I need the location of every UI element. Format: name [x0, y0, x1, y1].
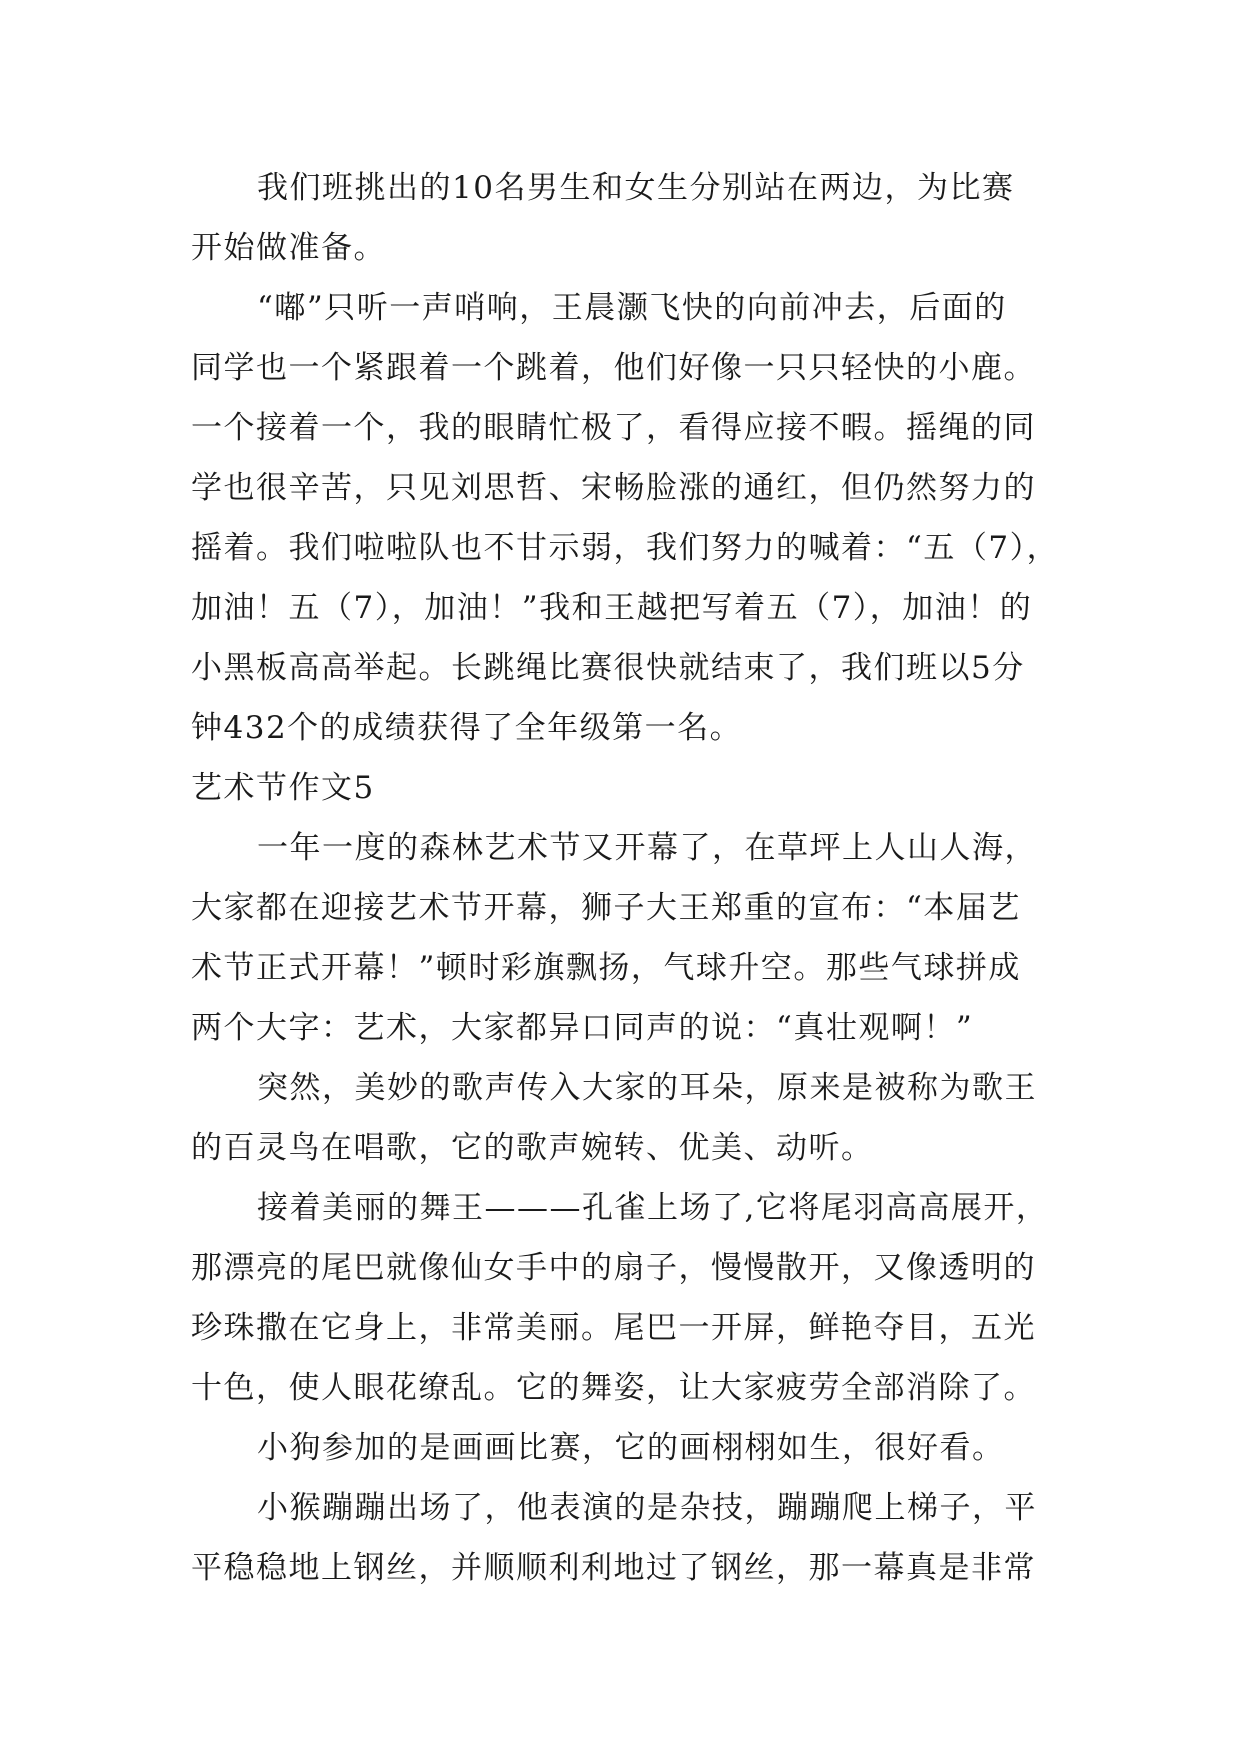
text-line: 摇着。我们啦啦队也不甘示弱，我们努力的喊着：“五（7），: [191, 530, 1060, 566]
text-line: 术节正式开幕！”顿时彩旗飘扬，气球升空。那些气球拼成: [191, 950, 1021, 986]
text-line: 突然，美妙的歌声传入大家的耳朵，原来是被称为歌王: [257, 1070, 1037, 1106]
text-line: 两个大字：艺术，大家都异口同声的说：“真壮观啊！”: [191, 1010, 974, 1046]
text-line: 小猴蹦蹦出场了，他表演的是杂技，蹦蹦爬上梯子，平: [257, 1490, 1037, 1526]
text-line: 学也很辛苦，只见刘思哲、宋畅脸涨的通红，但仍然努力的: [191, 470, 1036, 506]
text-line: 小狗参加的是画画比赛，它的画栩栩如生，很好看。: [257, 1430, 1005, 1466]
text-line: 开始做准备。: [191, 230, 386, 266]
paragraph: [191, 1178, 1051, 1418]
text-line: 小黑板高高举起。长跳绳比赛很快就结束了，我们班以5分: [191, 650, 1025, 686]
text-line: “嘟”只听一声哨响，王晨灏飞快的向前冲去，后面的: [257, 290, 1007, 326]
paragraph: [191, 1478, 1051, 1598]
section-title: 艺术节作文5: [191, 770, 375, 806]
paragraph: [191, 158, 1051, 278]
text-line: 同学也一个紧跟着一个跳着，他们好像一只只轻快的小鹿。: [191, 350, 1036, 386]
paragraph: [191, 818, 1051, 1058]
text-line: 平稳稳地上钢丝，并顺顺利利地过了钢丝，那一幕真是非常: [191, 1550, 1036, 1586]
text-line: 一年一度的森林艺术节又开幕了，在草坪上人山人海，: [257, 830, 1037, 866]
text-line: 十色，使人眼花缭乱。它的舞姿，让大家疲劳全部消除了。: [191, 1370, 1036, 1406]
paragraph: [191, 278, 1060, 758]
text-line: 接着美丽的舞王———孔雀上场了,它将尾羽高高展开，: [257, 1190, 1049, 1226]
text-line: 钟432个的成绩获得了全年级第一名。: [191, 710, 743, 746]
document-page: [191, 158, 1060, 1598]
text-line: 那漂亮的尾巴就像仙女手中的扇子，慢慢散开，又像透明的: [191, 1250, 1036, 1286]
text-line: 加油！五（7），加油！”我和王越把写着五（7），加油！的: [191, 590, 1033, 626]
text-line: 珍珠撒在它身上，非常美丽。尾巴一开屏，鲜艳夺目，五光: [191, 1310, 1036, 1346]
text-line: 一个接着一个，我的眼睛忙极了，看得应接不暇。摇绳的同: [191, 410, 1036, 446]
text-line: 我们班挑出的10名男生和女生分别站在两边，为比赛: [257, 170, 1015, 206]
paragraph: [191, 1418, 1051, 1478]
text-line: 大家都在迎接艺术节开幕，狮子大王郑重的宣布：“本届艺: [191, 890, 1021, 926]
text-line: 的百灵鸟在唱歌，它的歌声婉转、优美、动听。: [191, 1130, 874, 1166]
paragraph: [191, 1058, 1051, 1178]
